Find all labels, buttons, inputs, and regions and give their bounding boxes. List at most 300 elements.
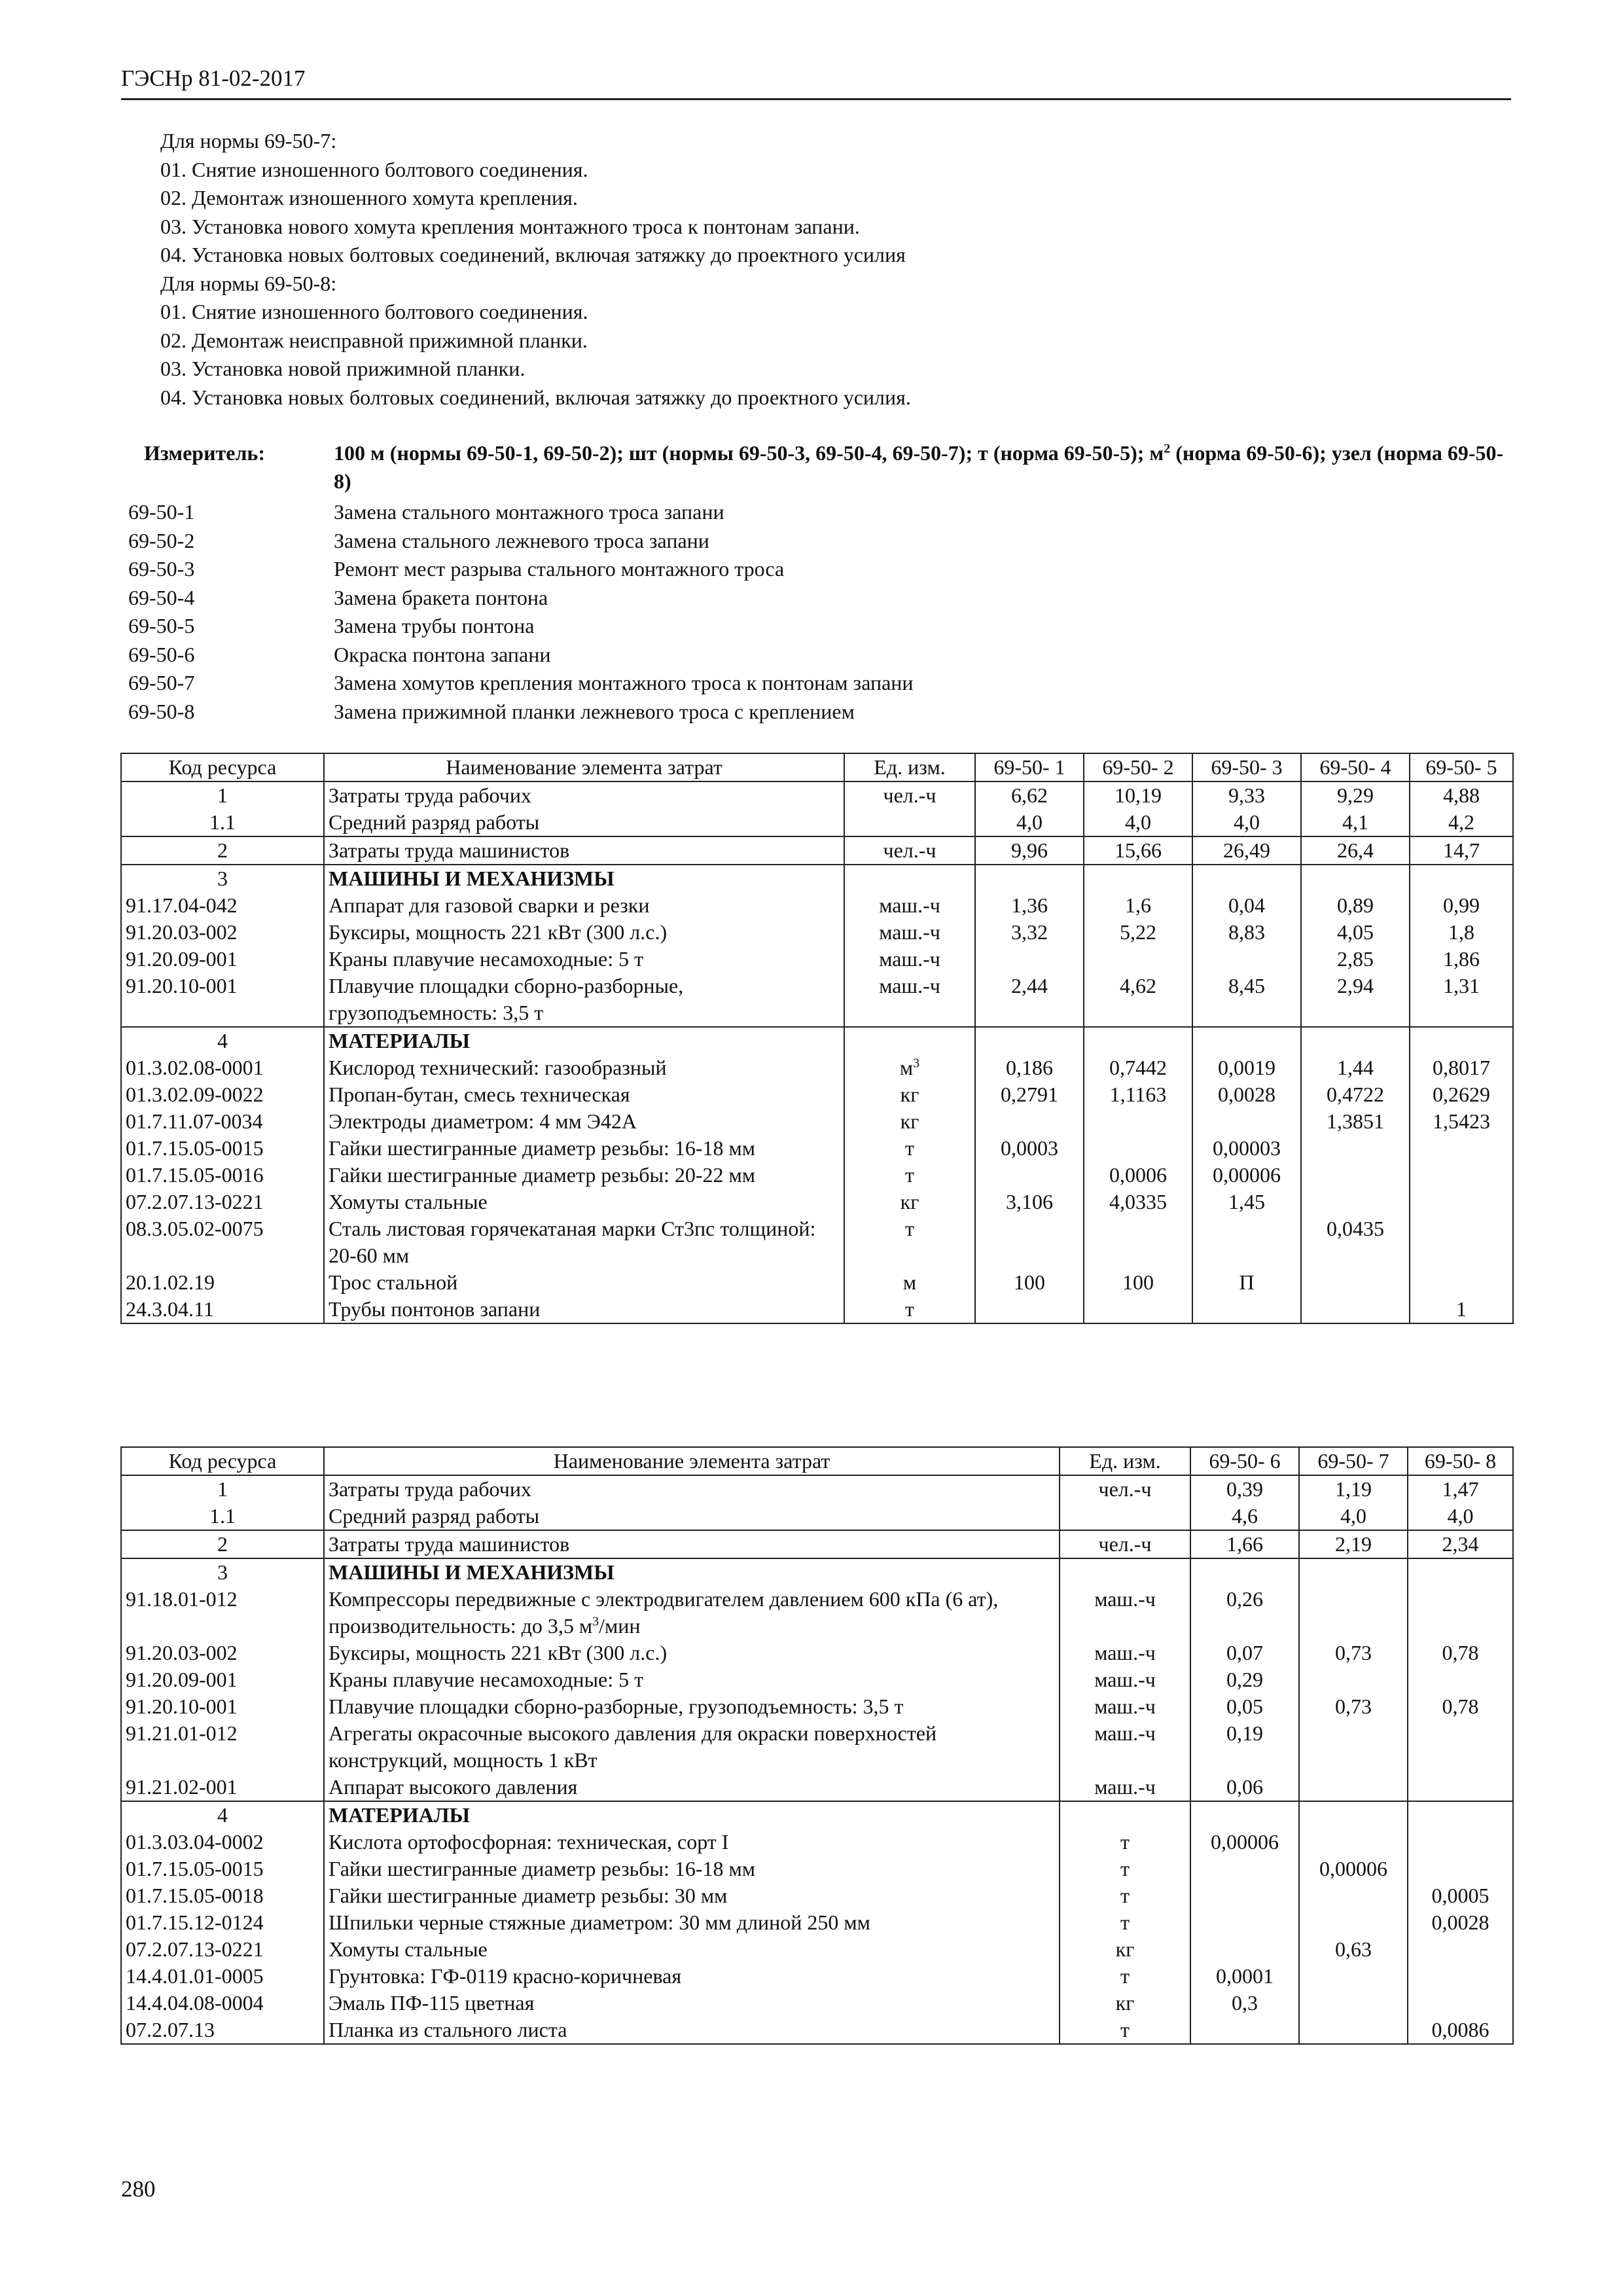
resource-code: 1.1 (121, 1503, 324, 1530)
resource-unit: маш.-ч (844, 973, 975, 1027)
resource-unit (844, 1027, 975, 1054)
resource-name: Буксиры, мощность 221 кВт (300 л.с.) (324, 1640, 1060, 1666)
resource-value (975, 1296, 1084, 1323)
table-row (121, 1774, 1513, 1801)
table-row (121, 919, 1513, 946)
work-step: Для нормы 69-50-8: (160, 271, 337, 295)
resource-value (1408, 1558, 1513, 1586)
resource-value: 1,66 (1190, 1530, 1299, 1558)
resource-value: 0,07 (1190, 1640, 1299, 1666)
resource-code: 4 (121, 1027, 324, 1054)
resource-unit (844, 865, 975, 892)
resource-value (1408, 1666, 1513, 1693)
resource-code: 01.3.03.04-0002 (121, 1829, 324, 1856)
resource-table-1 (120, 753, 1514, 1324)
resource-value (1301, 1027, 1410, 1054)
resource-code: 3 (121, 1558, 324, 1586)
resource-name: Аппарат для газовой сварки и резки (324, 892, 844, 919)
resource-unit (844, 809, 975, 836)
resource-unit: т (844, 1135, 975, 1162)
resource-name: Затраты труда машинистов (324, 836, 844, 865)
table-row (121, 809, 1513, 836)
resource-unit: чел.-ч (1060, 1530, 1190, 1558)
resource-unit: чел.-ч (1060, 1475, 1190, 1503)
resource-value (1299, 1774, 1408, 1801)
resource-value: 9,29 (1301, 781, 1410, 809)
table-row (121, 1990, 1513, 2017)
resource-value: 4,0 (1192, 809, 1301, 836)
resource-value (1408, 1829, 1513, 1856)
resource-value (1408, 1856, 1513, 1882)
resource-value (1299, 1558, 1408, 1586)
table-row (121, 1801, 1513, 1829)
resource-value: 0,8017 (1410, 1054, 1513, 1081)
table-row (121, 946, 1513, 973)
resource-value: 0,26 (1190, 1586, 1299, 1640)
resource-value: 100 (1084, 1269, 1192, 1296)
resource-value (1410, 1215, 1513, 1269)
resource-name: Шпильки черные стяжные диаметром: 30 мм длиной 250 мм (324, 1909, 1060, 1936)
resource-value: 0,0005 (1408, 1882, 1513, 1909)
resource-unit: кг (1060, 1990, 1190, 2017)
resource-value: 0,00003 (1192, 1135, 1301, 1162)
resource-value: 2,34 (1408, 1530, 1513, 1558)
resource-value (1408, 1586, 1513, 1640)
resource-unit: кг (1060, 1936, 1190, 1963)
column-header: 69-50- 2 (1084, 753, 1192, 781)
resource-code: 1.1 (121, 809, 324, 836)
norm-name: Замена стального лежневого троса запани (334, 528, 709, 552)
resource-value: 9,33 (1192, 781, 1301, 809)
resource-value (1084, 1135, 1192, 1162)
resource-value: 0,00006 (1299, 1856, 1408, 1882)
resource-value: 0,2791 (975, 1081, 1084, 1108)
norm-code: 69-50-5 (128, 614, 195, 637)
resource-name: Плавучие площадки сборно-разборные, грузоподъемность: 3,5 т (324, 1693, 1060, 1720)
resource-unit (1060, 1558, 1190, 1586)
resource-unit: т (1060, 1856, 1190, 1882)
resource-value: 0,0028 (1192, 1081, 1301, 1108)
resource-name: Планка из стального листа (324, 2017, 1060, 2044)
resource-value (1192, 865, 1301, 892)
resource-value: 0,89 (1301, 892, 1410, 919)
resource-code: 91.20.10-001 (121, 973, 324, 1027)
resource-value: 26,49 (1192, 836, 1301, 865)
work-step: 01. Снятие изношенного болтового соединения. (160, 157, 588, 181)
norm-name: Замена бракета понтона (334, 585, 548, 609)
resource-value (1299, 1909, 1408, 1936)
resource-unit: кг (844, 1189, 975, 1215)
resource-value: 0,73 (1299, 1693, 1408, 1720)
resource-value (1408, 1774, 1513, 1801)
column-header: 69-50- 7 (1299, 1447, 1408, 1475)
table-row (121, 973, 1513, 1027)
resource-value (1190, 1936, 1299, 1963)
resource-value (1192, 1296, 1301, 1323)
norm-name: Замена стального монтажного троса запани (334, 500, 724, 524)
resource-name: Гайки шестигранные диаметр резьбы: 16-18 мм (324, 1135, 844, 1162)
resource-code: 24.3.04.11 (121, 1296, 324, 1323)
resource-value: 0,99 (1410, 892, 1513, 919)
resource-value: 2,85 (1301, 946, 1410, 973)
resource-value: 4,0 (1299, 1503, 1408, 1530)
resource-value (975, 1215, 1084, 1269)
resource-code: 14.4.01.01-0005 (121, 1963, 324, 1990)
table-row (121, 1054, 1513, 1081)
resource-value: 3,106 (975, 1189, 1084, 1215)
resource-code: 91.18.01-012 (121, 1586, 324, 1640)
table-row (121, 2017, 1513, 2044)
resource-value: 0,0006 (1084, 1162, 1192, 1189)
resource-value (975, 946, 1084, 973)
resource-code: 91.20.09-001 (121, 1666, 324, 1693)
table-row (121, 1189, 1513, 1215)
meter-label: Измеритель: (144, 441, 265, 465)
resource-value: 3,32 (975, 919, 1084, 946)
resource-value: 4,1 (1301, 809, 1410, 836)
resource-name: МАТЕРИАЛЫ (324, 1801, 1060, 1829)
resource-value: 1,19 (1299, 1475, 1408, 1503)
table-row (121, 892, 1513, 919)
resource-value: 1,31 (1410, 973, 1513, 1027)
resource-value (1301, 1162, 1410, 1189)
resource-value: 1,86 (1410, 946, 1513, 973)
resource-value (1299, 1720, 1408, 1774)
table-row (121, 836, 1513, 865)
resource-code: 2 (121, 1530, 324, 1558)
resource-value (1299, 1829, 1408, 1856)
resource-value: 26,4 (1301, 836, 1410, 865)
resource-name: Агрегаты окрасочные высокого давления для окраски поверхностей конструкций, мощность 1 кВт (324, 1720, 1060, 1774)
norm-code: 69-50-7 (128, 671, 195, 694)
column-header: 69-50- 5 (1410, 753, 1513, 781)
work-step: 04. Установка новых болтовых соединений, включая затяжку до проектного усилия. (160, 385, 911, 409)
document-code: ГЭСНр 81-02-2017 (121, 65, 306, 91)
resource-value (1299, 1801, 1408, 1829)
resource-value: 4,6 (1190, 1503, 1299, 1530)
resource-value (1408, 1963, 1513, 1990)
resource-value: 1 (1410, 1296, 1513, 1323)
resource-value (1410, 1189, 1513, 1215)
resource-value: 0,0435 (1301, 1215, 1410, 1269)
resource-value (1410, 1027, 1513, 1054)
norm-name: Замена прижимной планки лежневого троса с креплением (334, 699, 855, 723)
table-row (121, 1135, 1513, 1162)
column-header: 69-50- 1 (975, 753, 1084, 781)
resource-name: Плавучие площадки сборно-разборные, грузоподъемность: 3,5 т (324, 973, 844, 1027)
resource-value (1408, 1720, 1513, 1774)
resource-value (1192, 1215, 1301, 1269)
resource-name: Хомуты стальные (324, 1936, 1060, 1963)
resource-value: 2,44 (975, 973, 1084, 1027)
resource-code: 91.21.01-012 (121, 1720, 324, 1774)
resource-value (1084, 1027, 1192, 1054)
norm-code: 69-50-2 (128, 528, 195, 552)
resource-code: 2 (121, 836, 324, 865)
table-row (121, 1963, 1513, 1990)
resource-unit: т (1060, 1829, 1190, 1856)
table-header-row (121, 1447, 1513, 1475)
resource-value: 0,7442 (1084, 1054, 1192, 1081)
resource-value (1084, 1296, 1192, 1323)
resource-name: Трубы понтонов запани (324, 1296, 844, 1323)
resource-value: 0,29 (1190, 1666, 1299, 1693)
resource-unit: маш.-ч (1060, 1720, 1190, 1774)
resource-value: 0,78 (1408, 1640, 1513, 1666)
resource-value: 0,0019 (1192, 1054, 1301, 1081)
table-row (121, 1475, 1513, 1503)
resource-unit (1060, 1503, 1190, 1530)
resource-value (1301, 1296, 1410, 1323)
resource-code: 91.20.03-002 (121, 919, 324, 946)
resource-value: 1,8 (1410, 919, 1513, 946)
resource-value: 1,1163 (1084, 1081, 1192, 1108)
resource-value: 0,00006 (1192, 1162, 1301, 1189)
resource-unit: маш.-ч (844, 946, 975, 973)
resource-code: 01.7.15.05-0018 (121, 1882, 324, 1909)
table-row (121, 1027, 1513, 1054)
resource-name: Сталь листовая горячекатаная марки Ст3пс толщиной: 20-60 мм (324, 1215, 844, 1269)
resource-name: Аппарат высокого давления (324, 1774, 1060, 1801)
table-row (121, 1693, 1513, 1720)
resource-value (1190, 1558, 1299, 1586)
resource-value: 0,2629 (1410, 1081, 1513, 1108)
resource-value: 0,63 (1299, 1936, 1408, 1963)
resource-value: 1,6 (1084, 892, 1192, 919)
resource-code: 91.20.09-001 (121, 946, 324, 973)
norm-code: 69-50-4 (128, 585, 195, 609)
resource-value (1190, 1801, 1299, 1829)
column-header: 69-50- 4 (1301, 753, 1410, 781)
resource-value: 100 (975, 1269, 1084, 1296)
resource-code: 1 (121, 781, 324, 809)
resource-name: Средний разряд работы (324, 809, 844, 836)
resource-unit: $м^3$ (844, 1054, 975, 1081)
resource-value: 4,0 (1084, 809, 1192, 836)
resource-value: 1,3851 (1301, 1108, 1410, 1135)
work-step: 03. Установка нового хомута крепления монтажного троса к понтонам запани. (160, 214, 860, 238)
resource-value: 0,73 (1299, 1640, 1408, 1666)
table-row (121, 1909, 1513, 1936)
resource-value: 8,45 (1192, 973, 1301, 1027)
table-row (121, 1586, 1513, 1640)
column-header: 69-50- 3 (1192, 753, 1301, 781)
resource-value: 4,62 (1084, 973, 1192, 1027)
table-row (121, 1640, 1513, 1666)
resource-unit: кг (844, 1108, 975, 1135)
resource-name: МАШИНЫ И МЕХАНИЗМЫ (324, 865, 844, 892)
table-row (121, 1882, 1513, 1909)
resource-unit: маш.-ч (844, 892, 975, 919)
table-row (121, 1720, 1513, 1774)
resource-code: 01.7.11.07-0034 (121, 1108, 324, 1135)
resource-value (1084, 946, 1192, 973)
resource-table-2 (120, 1446, 1514, 2045)
resource-value: 5,22 (1084, 919, 1192, 946)
norm-name: Ремонт мест разрыва стального монтажного троса (334, 557, 785, 581)
table-row (121, 781, 1513, 809)
resource-value (1410, 1269, 1513, 1296)
work-step: Для нормы 69-50-7: (160, 129, 337, 152)
work-step: 02. Демонтаж изношенного хомута крепления. (160, 186, 578, 209)
resource-name: Гайки шестигранные диаметр резьбы: 30 мм (324, 1882, 1060, 1909)
resource-value (1410, 865, 1513, 892)
table-header-row (121, 753, 1513, 781)
resource-code: 07.2.07.13-0221 (121, 1189, 324, 1215)
norm-name: Окраска понтона запани (334, 642, 551, 666)
resource-name: Трос стальной (324, 1269, 844, 1296)
resource-code: 01.3.02.08-0001 (121, 1054, 324, 1081)
resource-name: Гайки шестигранные диаметр резьбы: 20-22 мм (324, 1162, 844, 1189)
resource-value (1301, 1189, 1410, 1215)
resource-value (1192, 1027, 1301, 1054)
resource-value (1299, 1990, 1408, 2017)
column-header: 69-50- 8 (1408, 1447, 1513, 1475)
table-row (121, 1081, 1513, 1108)
resource-unit: т (844, 1162, 975, 1189)
resource-value: 0,186 (975, 1054, 1084, 1081)
resource-unit: маш.-ч (1060, 1693, 1190, 1720)
work-steps-list (160, 127, 911, 412)
column-header: Ед. изм. (1060, 1447, 1190, 1475)
resource-name: Затраты труда машинистов (324, 1530, 1060, 1558)
resource-value (975, 865, 1084, 892)
resource-value: 4,05 (1301, 919, 1410, 946)
resource-unit: т (1060, 2017, 1190, 2044)
column-header: Наименование элемента затрат (324, 1447, 1060, 1475)
resource-value: 0,05 (1190, 1693, 1299, 1720)
work-step: 03. Установка новой прижимной планки. (160, 357, 526, 380)
resource-value (1084, 1215, 1192, 1269)
resource-value (1301, 1135, 1410, 1162)
resource-value (1190, 1882, 1299, 1909)
resource-value (975, 1027, 1084, 1054)
norm-name: Замена трубы понтона (334, 614, 535, 637)
norm-code: 69-50-3 (128, 557, 195, 581)
resource-name: Средний разряд работы (324, 1503, 1060, 1530)
norm-code: 69-50-8 (128, 699, 195, 723)
table-row (121, 1856, 1513, 1882)
column-header: Ед. изм. (844, 753, 975, 781)
resource-value: 4,0 (975, 809, 1084, 836)
resource-name: Хомуты стальные (324, 1189, 844, 1215)
resource-value (975, 1108, 1084, 1135)
resource-code: 91.20.03-002 (121, 1640, 324, 1666)
column-header: Код ресурса (121, 1447, 324, 1475)
resource-unit: чел.-ч (844, 781, 975, 809)
resource-code: 20.1.02.19 (121, 1269, 324, 1296)
resource-unit: маш.-ч (1060, 1666, 1190, 1693)
resource-unit: т (844, 1296, 975, 1323)
norm-code: 69-50-6 (128, 642, 195, 666)
resource-unit: м (844, 1269, 975, 1296)
resource-value: 9,96 (975, 836, 1084, 865)
resource-value: 0,00006 (1190, 1829, 1299, 1856)
resource-code: 01.7.15.05-0015 (121, 1135, 324, 1162)
resource-value (1299, 1882, 1408, 1909)
resource-code: 91.17.04-042 (121, 892, 324, 919)
resource-value: 0,0028 (1408, 1909, 1513, 1936)
resource-code: 07.2.07.13 (121, 2017, 324, 2044)
resource-unit: т (1060, 1909, 1190, 1936)
resource-name: МАШИНЫ И МЕХАНИЗМЫ (324, 1558, 1060, 1586)
table-row (121, 1108, 1513, 1135)
column-header: Код ресурса (121, 753, 324, 781)
resource-value (1190, 1856, 1299, 1882)
resource-code: 08.3.05.02-0075 (121, 1215, 324, 1269)
table-row (121, 1215, 1513, 1269)
resource-value (1192, 946, 1301, 973)
resource-unit: маш.-ч (1060, 1640, 1190, 1666)
resource-value: 0,19 (1190, 1720, 1299, 1774)
table-row (121, 1666, 1513, 1693)
resource-code: 91.21.02-001 (121, 1774, 324, 1801)
table-row (121, 1936, 1513, 1963)
resource-name: Компрессоры передвижные с электродвигателем давлением 600 кПа (6 ат), производительность: до 3,5 $м^3$/мин (324, 1586, 1060, 1640)
resource-code: 14.4.04.08-0004 (121, 1990, 324, 2017)
resource-value (1084, 865, 1192, 892)
resource-value: 0,39 (1190, 1475, 1299, 1503)
resource-unit: кг (844, 1081, 975, 1108)
resource-value: 0,78 (1408, 1693, 1513, 1720)
resource-name: Кислород технический: газообразный (324, 1054, 844, 1081)
resource-name: Гайки шестигранные диаметр резьбы: 16-18 мм (324, 1856, 1060, 1882)
resource-value: 2,94 (1301, 973, 1410, 1027)
resource-name: Буксиры, мощность 221 кВт (300 л.с.) (324, 919, 844, 946)
resource-value (1190, 2017, 1299, 2044)
resource-value (1408, 1936, 1513, 1963)
resource-name: Затраты труда рабочих (324, 1475, 1060, 1503)
resource-value: 0,04 (1192, 892, 1301, 919)
table-row (121, 1296, 1513, 1323)
table-row (121, 1558, 1513, 1586)
resource-unit: маш.-ч (1060, 1586, 1190, 1640)
resource-value: 4,0 (1408, 1503, 1513, 1530)
resource-value: 0,3 (1190, 1990, 1299, 2017)
resource-value (1190, 1909, 1299, 1936)
table-row (121, 1530, 1513, 1558)
resource-unit: т (1060, 1882, 1190, 1909)
resource-code: 01.7.15.05-0015 (121, 1856, 324, 1882)
resource-name: Затраты труда рабочих (324, 781, 844, 809)
resource-value: 4,0335 (1084, 1189, 1192, 1215)
resource-value: 14,7 (1410, 836, 1513, 865)
resource-value: 8,83 (1192, 919, 1301, 946)
resource-value: 4,88 (1410, 781, 1513, 809)
meter-text: 100 м (нормы 69-50-1, 69-50-2); шт (нормы 69-50-3, 69-50-4, 69-50-7); т (норма 69-50-5); $м^2$ (норма 69-50-6); узел (норма 69-50-8) (334, 441, 1504, 493)
table-row (121, 1162, 1513, 1189)
resource-name: Электроды диаметром: 4 мм Э42А (324, 1108, 844, 1135)
resource-name: Пропан-бутан, смесь техническая (324, 1081, 844, 1108)
column-header: 69-50- 6 (1190, 1447, 1299, 1475)
resource-name: МАТЕРИАЛЫ (324, 1027, 844, 1054)
page-number: 280 (121, 2176, 156, 2202)
resource-code: 1 (121, 1475, 324, 1503)
resource-value (1301, 1269, 1410, 1296)
resource-value (1408, 1801, 1513, 1829)
resource-unit: т (1060, 1963, 1190, 1990)
resource-value: 0,06 (1190, 1774, 1299, 1801)
resource-code: 01.3.02.09-0022 (121, 1081, 324, 1108)
resource-value: 1,47 (1408, 1475, 1513, 1503)
resource-value (1410, 1162, 1513, 1189)
resource-value: 2,19 (1299, 1530, 1408, 1558)
resource-unit: т (844, 1215, 975, 1269)
resource-value: 0,0001 (1190, 1963, 1299, 1990)
resource-value: 0,0003 (975, 1135, 1084, 1162)
resource-value: 6,62 (975, 781, 1084, 809)
resource-value (975, 1162, 1084, 1189)
